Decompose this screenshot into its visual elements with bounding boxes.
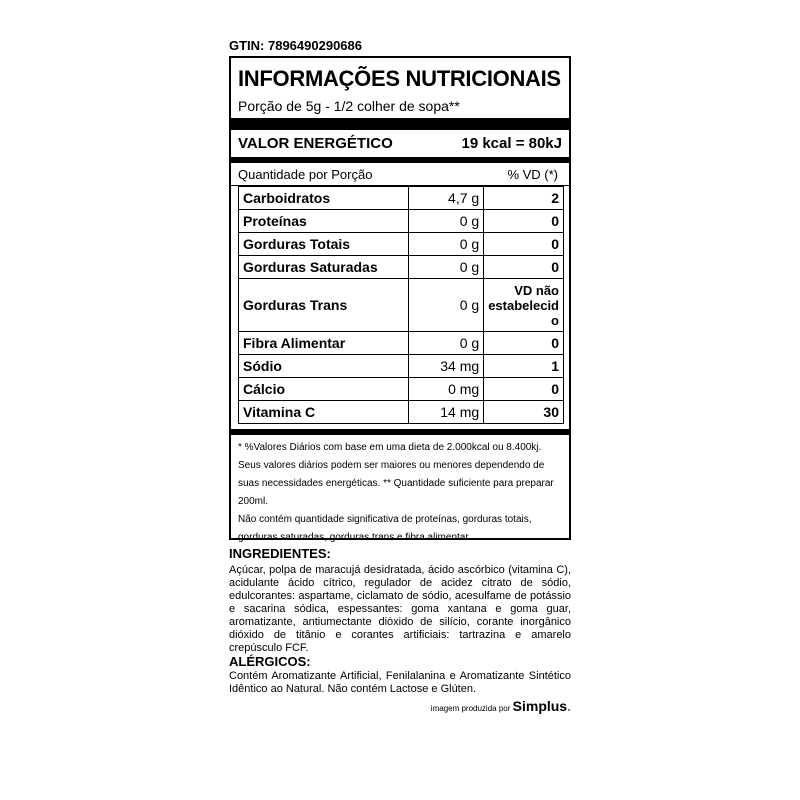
nutrient-name: Proteínas [239,210,409,233]
ingredients-heading: INGREDIENTES: [229,546,331,561]
nutrient-amount: 14 mg [409,401,484,424]
vd-label: % VD (*) [507,167,558,182]
footnote-not-significant: Não contém quantidade significativa de proteínas, gorduras totais, gorduras saturadas, gorduras trans e fibra alimentar. [238,514,532,543]
nutrient-amount: 34 mg [409,355,484,378]
credit-prefix: imagem produzida por [430,704,511,713]
nutrient-name: Fibra Alimentar [239,332,409,355]
quantity-label: Quantidade por Porção [238,167,373,182]
table-row [239,233,564,256]
footnote [238,439,562,547]
image-credit [431,698,571,714]
nutrient-vd: 0 [484,378,564,401]
nutrient-name: Gorduras Totais [239,233,409,256]
logo-dot: . [567,698,571,714]
nutrient-amount: 0 mg [409,378,484,401]
nutrient-amount: 0 g [409,210,484,233]
allergens-heading: ALÉRGICOS: [229,654,311,669]
nutrient-name: Carboidratos [239,187,409,210]
nutrient-vd: 0 [484,256,564,279]
nutrient-vd: 2 [484,187,564,210]
nutrient-name: Gorduras Trans [239,279,409,332]
energy-value: 19 kcal = 80kJ [461,135,562,152]
nutrient-name: Cálcio [239,378,409,401]
nutrient-vd: 30 [484,401,564,424]
nutrient-vd: VD não estabelecid o [484,279,564,332]
table-row [239,332,564,355]
gtin-code: GTIN: 7896490290686 [229,38,362,53]
table-row [239,378,564,401]
portion-size: Porção de 5g - 1/2 colher de sopa** [238,98,460,114]
divider-bottom [231,429,569,435]
nutrient-vd: 0 [484,233,564,256]
divider-medium [231,157,569,163]
table-row [239,256,564,279]
nutrient-vd: 1 [484,355,564,378]
footnote-daily-values: * %Valores Diários com base em uma dieta de 2.000kcal ou 8.400kj. Seus valores diários podem ser maiores ou menores dependendo de suas necessidades energéticas. ** Quantidade suficiente para preparar 200ml. [238,442,554,507]
nutrition-facts-panel [229,56,571,543]
nutrient-name: Gorduras Saturadas [239,256,409,279]
table-row [239,279,564,332]
table-row [239,355,564,378]
nutrient-name: Vitamina C [239,401,409,424]
nutrient-amount: 0 g [409,233,484,256]
ingredients-text: Açúcar, polpa de maracujá desidratada, ácido ascórbico (vitamina C), acidulante ácido cítrico, regulador de acidez citrato de sódio, edulcorantes: aspartame, ciclamato de sódio, acesulfame de potássio e sacarina sódica, espessantes: goma xantana e goma guar, aromatizante, antiumectante dióxido de silício, corante inorgânico dióxido de titânio e corantes artificiais: tartrazina e amarelo crepúsculo FCF. [229,564,571,654]
allergens-text: Contém Aromatizante Artificial, Fenilalanina e Aromatizante Sintético Idêntico ao Natural. Não contém Lactose e Glúten. [229,670,571,695]
energy-row [238,133,562,155]
divider-thick [231,118,569,130]
simplus-logo: Simplus [512,698,568,714]
nutrient-vd: 0 [484,210,564,233]
table-row [239,187,564,210]
panel-title: INFORMAÇÕES NUTRICIONAIS [238,66,561,91]
nutrient-table [238,186,564,424]
nutrient-amount: 0 g [409,332,484,355]
energy-label: VALOR ENERGÉTICO [238,135,393,152]
table-row [239,401,564,424]
quantity-header [238,164,562,186]
nutrient-amount: 4,7 g [409,187,484,210]
nutrient-vd: 0 [484,332,564,355]
table-row [239,210,564,233]
nutrient-amount: 0 g [409,279,484,332]
nutrient-amount: 0 g [409,256,484,279]
nutrient-name: Sódio [239,355,409,378]
